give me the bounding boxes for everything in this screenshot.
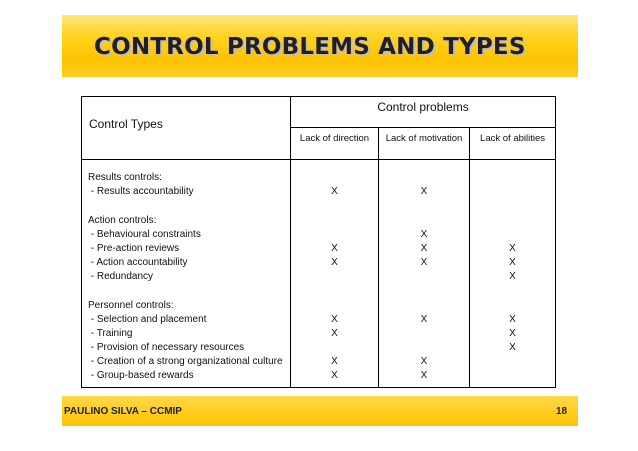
- mark: X: [420, 229, 428, 240]
- mark: [470, 214, 555, 228]
- mark: X: [331, 186, 338, 197]
- header-control-types: Control Types: [82, 97, 291, 160]
- header-control-problems: Control problems: [291, 97, 556, 128]
- mark: X: [420, 257, 428, 268]
- mark-cell-direction: [291, 210, 379, 288]
- mark: X: [509, 271, 516, 282]
- mark-cell-abilities: [470, 167, 556, 203]
- spacer-cell: [82, 288, 291, 295]
- spacer-cell: [291, 203, 379, 210]
- spacer-cell: [379, 203, 470, 210]
- mark: X: [509, 314, 516, 325]
- mark: [291, 214, 378, 228]
- mark: [470, 369, 555, 383]
- control-type-cell: [82, 210, 291, 288]
- header-lack-of-motivation: Lack of motivation: [379, 127, 470, 159]
- mark: X: [331, 356, 338, 367]
- mark-cell-motivation: [379, 295, 470, 388]
- control-type-item: - Action accountability: [88, 257, 188, 268]
- control-type-item: - Group-based rewards: [88, 370, 194, 381]
- mark: X: [331, 370, 338, 381]
- control-group-row: [82, 167, 556, 203]
- mark: X: [420, 356, 428, 367]
- control-type-cell: [82, 167, 291, 203]
- spacer-cell: [470, 288, 556, 295]
- spacer-cell: [82, 203, 291, 210]
- mark: X: [331, 314, 338, 325]
- group-spacer: [82, 288, 556, 295]
- mark: [291, 171, 378, 185]
- control-group-row: [82, 210, 556, 288]
- mark-cell-direction: [291, 167, 379, 203]
- group-spacer: [82, 160, 556, 168]
- control-group-heading: Results controls:: [88, 172, 162, 183]
- control-type-item: - Selection and placement: [88, 314, 207, 325]
- spacer-cell: [379, 288, 470, 295]
- mark: [379, 214, 469, 228]
- mark-cell-abilities: [470, 210, 556, 288]
- spacer-cell: [291, 160, 379, 168]
- mark: X: [331, 257, 338, 268]
- mark: X: [509, 257, 516, 268]
- mark: [470, 355, 555, 369]
- mark: X: [331, 328, 338, 339]
- mark-cell-motivation: [379, 210, 470, 288]
- mark-cell-direction: [291, 295, 379, 388]
- slide-title: CONTROL PROBLEMS AND TYPES: [94, 34, 526, 60]
- mark: X: [420, 314, 428, 325]
- mark-cell-motivation: [379, 167, 470, 203]
- control-table: [81, 96, 556, 388]
- spacer-cell: [470, 203, 556, 210]
- mark: X: [509, 243, 516, 254]
- control-table-wrap: [81, 96, 555, 388]
- mark: [379, 341, 469, 355]
- mark: X: [509, 328, 516, 339]
- control-type-item: - Creation of a strong organizational culture: [88, 356, 283, 367]
- header-lack-of-abilities: Lack of abilities: [470, 127, 556, 159]
- mark: X: [420, 370, 428, 381]
- mark: [470, 185, 555, 199]
- mark: [291, 270, 378, 284]
- control-group-heading: Action controls:: [88, 215, 157, 226]
- mark: [291, 341, 378, 355]
- mark: [379, 171, 469, 185]
- spacer-cell: [291, 288, 379, 295]
- control-group-row: [82, 295, 556, 388]
- spacer-cell: [82, 160, 291, 168]
- group-spacer: [82, 203, 556, 210]
- mark: X: [420, 243, 428, 254]
- control-type-item: - Training: [88, 328, 133, 339]
- mark: [470, 299, 555, 313]
- control-type-item: - Results accountability: [88, 186, 194, 197]
- control-type-item: - Behavioural constraints: [88, 229, 201, 240]
- mark: [379, 327, 469, 341]
- spacer-cell: [379, 160, 470, 168]
- spacer-cell: [470, 160, 556, 168]
- mark: [379, 299, 469, 313]
- page-number: 18: [556, 406, 568, 417]
- control-type-item: - Provision of necessary resources: [88, 342, 245, 353]
- mark: [291, 228, 378, 242]
- control-type-item: - Pre-action reviews: [88, 243, 180, 254]
- control-group-heading: Personnel controls:: [88, 300, 174, 311]
- control-type-cell: [82, 295, 291, 388]
- mark: X: [420, 186, 428, 197]
- mark: [291, 299, 378, 313]
- mark: [470, 171, 555, 185]
- control-type-item: - Redundancy: [88, 271, 154, 282]
- mark: X: [331, 243, 338, 254]
- mark: [379, 270, 469, 284]
- header-lack-of-direction: Lack of direction: [291, 127, 379, 159]
- mark: X: [509, 342, 516, 353]
- mark: [470, 228, 555, 242]
- mark-cell-abilities: [470, 295, 556, 388]
- footer-author: PAULINO SILVA – CCMIP: [64, 406, 182, 417]
